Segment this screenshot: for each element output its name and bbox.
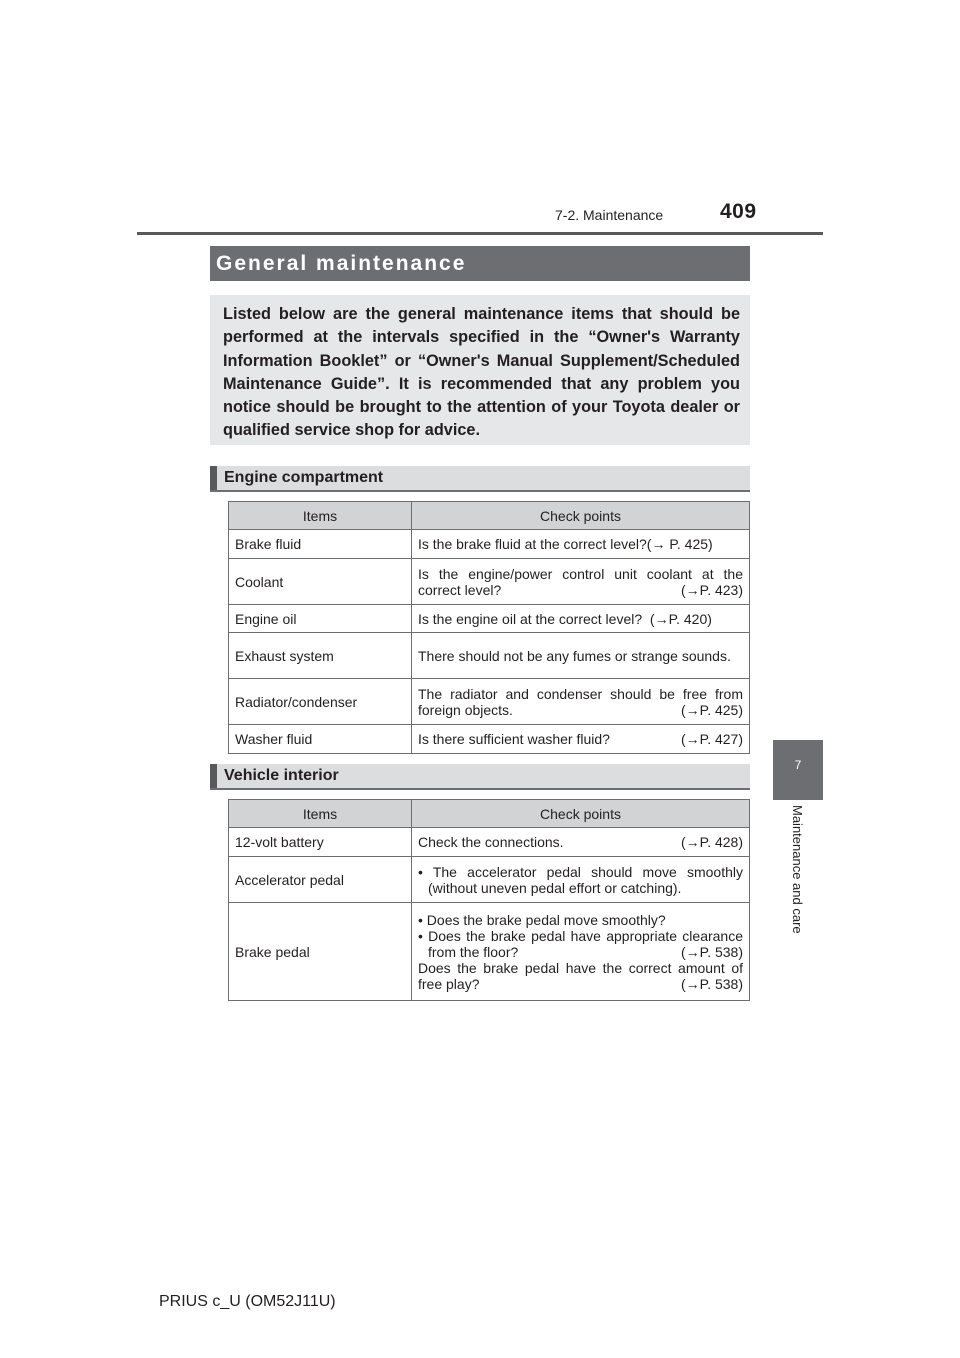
table-row — [229, 857, 750, 903]
chapter-number: 7 — [794, 758, 802, 772]
engine-table — [228, 501, 750, 754]
check-cell: • Does the brake pedal move smoothly? • Does the brake pedal have appropriate clearance from the floor? (→P. 538) Does the brake pedal have the correct amount of free play? (→P. 538) — [412, 903, 750, 1001]
item-cell: Engine oil — [229, 605, 412, 633]
section-header: 7-2. Maintenance — [555, 207, 664, 223]
col-items: Items — [229, 800, 412, 828]
table-row — [229, 828, 750, 857]
col-check-points: Check points — [412, 502, 750, 530]
item-cell: Washer fluid — [229, 725, 412, 754]
item-cell: 12-volt battery — [229, 828, 412, 857]
interior-section-heading — [210, 764, 750, 790]
interior-table — [228, 799, 750, 1001]
check-cell: • The accelerator pedal should move smoothly (without uneven pedal effort or catching). — [412, 857, 750, 903]
check-cell: Is there sufficient washer fluid? (→P. 427) — [412, 725, 750, 754]
col-check-points: Check points — [412, 800, 750, 828]
table-header-row — [229, 502, 750, 530]
section-marker — [210, 764, 217, 788]
item-cell: Radiator/condenser — [229, 679, 412, 725]
interior-section-label: Vehicle interior — [224, 767, 339, 784]
check-cell: Is the engine/power control unit coolant at the correct level? (→P. 423) — [412, 559, 750, 605]
check-cell: The radiator and condenser should be free from foreign objects. (→P. 425) — [412, 679, 750, 725]
check-cell: There should not be any fumes or strange sounds. — [412, 633, 750, 679]
item-cell: Coolant — [229, 559, 412, 605]
footer-model: PRIUS c_U (OM52J11U) — [159, 1293, 336, 1310]
col-items: Items — [229, 502, 412, 530]
page-number: 409 — [720, 200, 757, 223]
item-cell: Brake pedal — [229, 903, 412, 1001]
table-row — [229, 605, 750, 633]
item-cell: Brake fluid — [229, 530, 412, 559]
engine-section-label: Engine compartment — [224, 469, 384, 486]
check-cell: Is the engine oil at the correct level? (→P. 420) — [412, 605, 750, 633]
header-rule — [137, 232, 823, 235]
item-cell: Accelerator pedal — [229, 857, 412, 903]
table-row — [229, 679, 750, 725]
table-row — [229, 725, 750, 754]
table-row — [229, 903, 750, 1001]
table-row — [229, 530, 750, 559]
section-marker — [210, 466, 217, 490]
item-cell: Exhaust system — [229, 633, 412, 679]
table-header-row — [229, 800, 750, 828]
engine-section-heading — [210, 466, 750, 492]
page-title: General maintenance — [216, 252, 467, 275]
chapter-label: Maintenance and care — [790, 805, 805, 934]
table-row — [229, 559, 750, 605]
intro-box: Listed below are the general maintenance items that should be performed at the intervals specified in the “Owner's Warranty Information Booklet” or “Owner's Manual Supplement/Scheduled Maintenance Guide”. It is recommended that any problem you notice should be brought to the attention of your Toyota dealer or qualified service shop for advice. — [210, 295, 750, 445]
check-cell: Is the brake fluid at the correct level?(→ P. 425) — [412, 530, 750, 559]
check-cell: Check the connections. (→P. 428) — [412, 828, 750, 857]
table-row — [229, 633, 750, 679]
